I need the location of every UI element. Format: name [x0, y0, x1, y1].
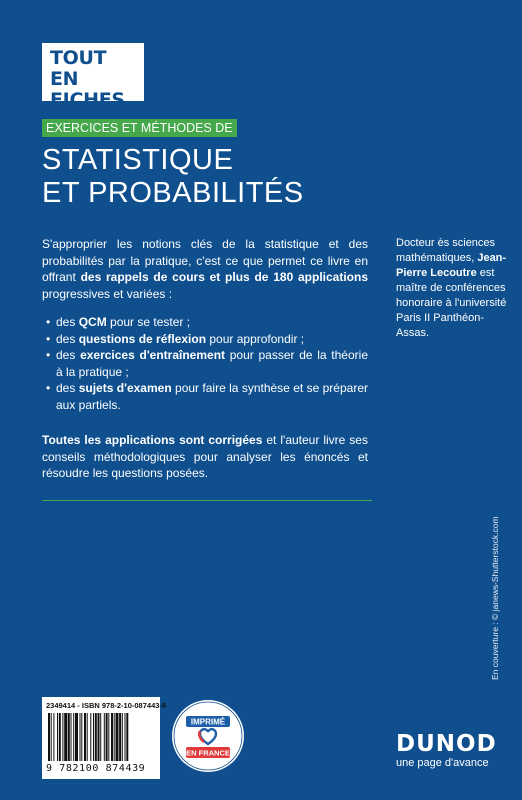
intro-text-end: progressives et variées : — [42, 286, 173, 301]
barcode-bar — [87, 713, 88, 761]
series-logo — [42, 43, 144, 111]
barcode-bar — [98, 713, 100, 761]
bio-post: est maître de conférences honoraire à l'université Paris II Panthéon-Assas. — [396, 267, 507, 339]
intro-text: S'approprier les notions clés de la statistique et des probabilités par la pratique, c'est ce que permet ce livre en offrant — [42, 237, 368, 284]
barcode-digits: 9 782100 874439 — [46, 763, 146, 774]
bio-pre: Docteur ès sciences mathématiques, — [396, 237, 496, 264]
barcode-bar — [51, 713, 52, 761]
cover-credit: En couverture : © janews-Shutterstock.com — [490, 516, 500, 680]
feature-bold: QCM — [78, 315, 107, 329]
barcode-bar — [119, 713, 121, 761]
closing-text: et l'auteur livre ses conseils méthodologiques pour analyser les énoncés et résoudre les questions posées. — [42, 433, 368, 480]
barcode — [42, 697, 167, 779]
barcode-bar — [93, 713, 94, 761]
publisher-name: DUNOD — [396, 731, 497, 757]
divider — [42, 500, 372, 501]
barcode-bar — [114, 713, 115, 761]
barcode-bar — [59, 713, 61, 761]
publisher-logo — [396, 732, 496, 770]
closing-bold: Toutes les applications sont corrigées — [42, 433, 263, 447]
feature-item — [46, 380, 368, 413]
barcode-bar — [108, 713, 109, 761]
barcode-bar — [90, 713, 91, 761]
barcode-bar — [84, 713, 86, 761]
feature-pre: des — [56, 315, 79, 329]
barcode-bar — [100, 713, 101, 761]
feature-bold: questions de réflexion — [78, 331, 207, 346]
barcode-bar — [104, 713, 105, 761]
feature-post: pour approfondir ; — [206, 331, 305, 346]
intro-bold: des rappels de cours et plus de 180 applications — [80, 270, 369, 284]
seal-bottom-text: EN FRANCE — [186, 748, 230, 758]
barcode-bar — [73, 713, 74, 761]
book-title — [42, 144, 442, 210]
feature-pre: des — [56, 381, 79, 395]
author-bio — [396, 236, 508, 341]
barcode-bar — [62, 713, 63, 761]
barcode-bar — [48, 713, 50, 761]
barcode-bar — [125, 713, 126, 761]
series-logo-line2: FICHES — [50, 89, 125, 111]
feature-post: pour passer de la théorie à la pratique ; — [56, 348, 368, 379]
feature-post: pour faire la synthèse et se préparer aux partiels. — [56, 381, 368, 412]
barcode-bar — [68, 713, 70, 761]
barcode-bar — [57, 713, 58, 761]
feature-post: pour se tester ; — [106, 315, 191, 329]
barcode-bar — [126, 713, 128, 761]
barcode-bar — [106, 713, 108, 761]
feature-bold: exercices d'entraînement — [80, 348, 226, 362]
barcode-bars — [48, 713, 154, 761]
feature-pre: des — [56, 348, 81, 362]
book-subtitle: EXERCICES ET MÉTHODES DE — [42, 119, 237, 137]
feature-item — [46, 314, 368, 331]
author-name: Jean-Pierre Lecoutre — [396, 252, 507, 279]
printed-in-france-seal — [170, 698, 246, 774]
barcode-bar — [53, 713, 54, 761]
intro-paragraph — [42, 236, 368, 302]
feature-list — [42, 314, 368, 413]
barcode-bar — [71, 713, 72, 761]
closing-paragraph — [42, 432, 368, 482]
isbn-label: 2349414 - ISBN 978-2-10-087443-9 — [46, 701, 167, 710]
seal-top-text: IMPRIMÉ — [190, 717, 226, 727]
barcode-bar — [122, 713, 123, 761]
barcode-bar — [64, 713, 67, 761]
book-title-line2: ET PROBABILITÉS — [42, 177, 304, 209]
barcode-bar — [116, 713, 119, 761]
barcode-bar — [75, 713, 78, 761]
barcode-bar — [95, 713, 97, 761]
series-logo-line1: TOUT EN — [50, 47, 107, 90]
publisher-tagline: une page d'avance — [396, 757, 489, 769]
feature-pre: des — [56, 331, 79, 346]
feature-item — [46, 331, 368, 348]
description — [42, 236, 368, 482]
feature-bold: sujets d'examen — [78, 381, 172, 395]
barcode-bar — [80, 713, 81, 761]
book-title-line1: STATISTIQUE — [42, 144, 234, 176]
barcode-bar — [81, 713, 82, 761]
barcode-bar — [111, 713, 113, 761]
feature-item — [46, 347, 368, 380]
